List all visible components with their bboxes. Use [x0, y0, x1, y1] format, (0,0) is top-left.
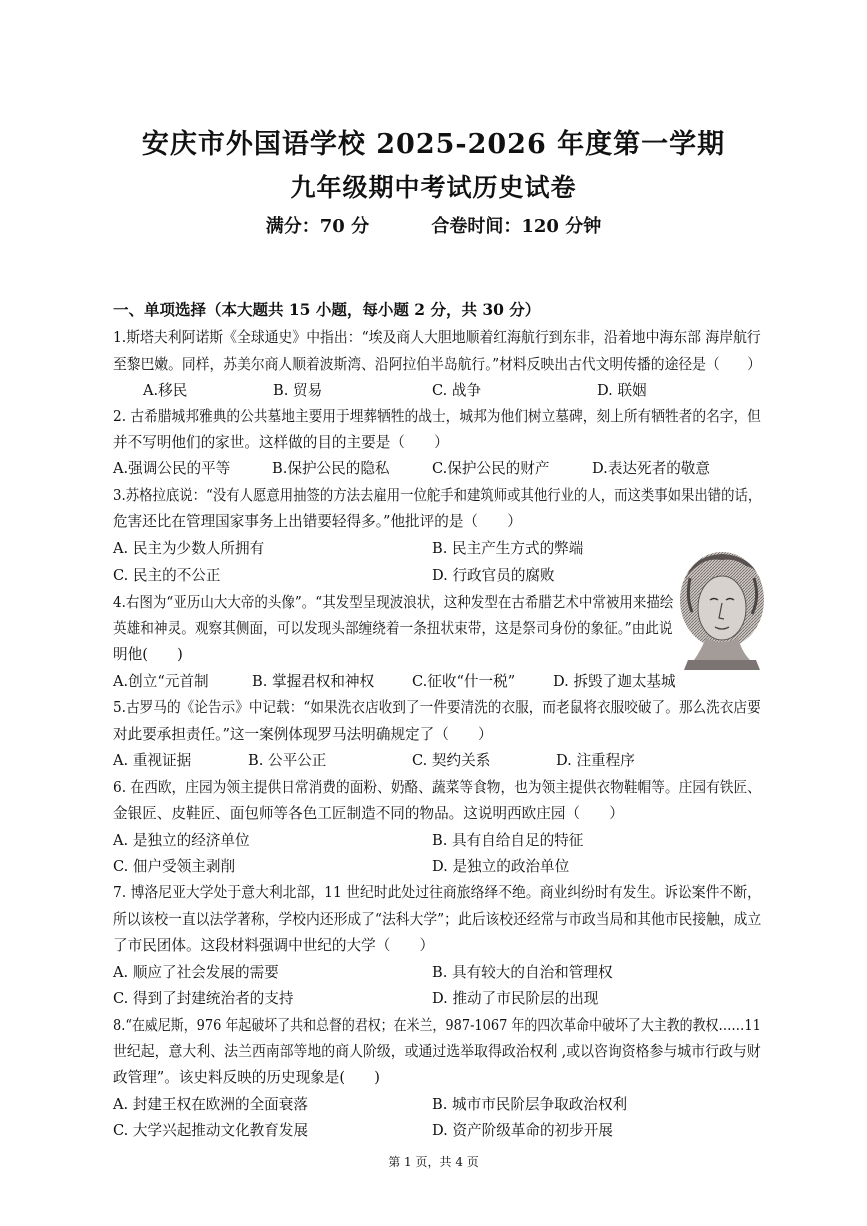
q7-line1: 7. 博洛尼亚大学处于意大利北部，11 世纪时此处过往商旅络绎不绝。商业纠纷时有发生。诉讼案件不断， [113, 884, 761, 901]
q4-option-c: C.征收“什一税” [412, 673, 516, 690]
q3-option-c: C. 民主的不公正 [113, 567, 221, 584]
q2-line1: 2. 古希腊城邦雅典的公共墓地主要用于埋葬牺牲的战士，城邦为他们树立墓碑，刻上所有牺牲者的名字，但 [113, 408, 761, 425]
q8-line1: 8.“在威尼斯，976 年起破坏了共和总督的君权；在米兰，987-1067 年的四次革命中破坏了大主教的教权……11 [113, 1017, 761, 1034]
q6-line2: 金银匠、皮鞋匠、面包师等各色工匠制造不同的物品。这说明西欧庄园（ ） [113, 805, 624, 822]
q7-option-d: D. 推动了市民阶层的出现 [432, 990, 599, 1007]
q8-option-a: A. 封建王权在欧洲的全面衰落 [113, 1096, 308, 1113]
q1-option-b: B. 贸易 [273, 382, 323, 399]
q8-line2: 世纪起，意大利、法兰西南部等地的商人阶级，或通过选举取得政治权利 ,或以咨询资格参与城市行政与财 [113, 1043, 761, 1060]
q2-option-a: A.强调公民的平等 [113, 460, 231, 477]
q7-option-a: A. 顺应了社会发展的需要 [113, 964, 279, 981]
q2-option-b: B.保护公民的隐私 [272, 460, 390, 477]
q4-line1: 4.右图为“亚历山大大帝的头像”。“其发型呈现波浪状，这种发型在古希腊艺术中常被用来描绘 [113, 594, 674, 611]
exam-subtitle: 九年级期中考试历史试卷 [290, 173, 577, 202]
q8-line3: 政管理”。该史料反映的历史现象是( ) [113, 1069, 380, 1086]
exam-meta [0, 212, 867, 238]
q6-option-a: A. 是独立的经济单位 [113, 832, 250, 849]
q3-option-a: A. 民主为少数人所拥有 [113, 540, 265, 557]
q5-option-a: A. 重视证据 [113, 752, 192, 769]
q8-option-b: B. 城市市民阶层争取政治权利 [432, 1096, 628, 1113]
q5-line2: 对此要承担责任。”这一案例体现罗马法明确规定了（ ） [113, 726, 493, 743]
q1-option-a: A.移民 [143, 382, 188, 399]
section-title: 一、单项选择（本大题共 15 小题，每小题 2 分，共 30 分） [113, 300, 541, 319]
q5-line1: 5.古罗马的《论告示》中记载：“如果洗衣店收到了一件要清洗的衣服，而老鼠将衣服咬破了。那么洗衣店要 [113, 699, 761, 716]
full-score: 满分：70 分 [265, 216, 370, 237]
q1-option-c: C. 战争 [432, 382, 482, 399]
q4-option-b: B. 掌握君权和神权 [252, 673, 375, 690]
q2-line2: 并不写明他们的家世。这样做的目的主要是（ ） [113, 434, 449, 451]
q5-option-d: D. 注重程序 [556, 752, 635, 769]
q4-option-d: D. 拆毁了迦太基城 [553, 673, 676, 690]
q7-line3: 了市民团体。这段材料强调中世纪的大学（ ） [113, 937, 435, 954]
q7-option-b: B. 具有较大的自治和管理权 [432, 964, 613, 981]
q8-option-d: D. 资产阶级革命的初步开展 [432, 1122, 613, 1139]
q3-option-d: D. 行政官员的腐败 [432, 567, 555, 584]
q8-option-c: C. 大学兴起推动文化教育发展 [113, 1122, 309, 1139]
q4-line3: 明他( ) [113, 646, 183, 663]
q2-option-c: C.保护公民的财产 [432, 460, 550, 477]
q4-option-a: A.创立“元首制 [113, 673, 209, 690]
q7-option-c: C. 得到了封建统治者的支持 [113, 990, 294, 1007]
q6-line1: 6. 在西欧，庄园为领主提供日常消费的面粉、奶酪、蔬菜等食物，也为领主提供衣物鞋帽等。庄园有铁匠、 [113, 779, 761, 796]
q5-option-b: B. 公平公正 [248, 752, 327, 769]
alexander-bust-portrait [676, 548, 768, 672]
q4-line2: 英雄和神灵。观察其侧面，可以发现头部缠绕着一条扭状束带，这是祭司身份的象征。”由此说 [113, 620, 673, 637]
q6-option-c: C. 佃户受领主剥削 [113, 858, 236, 875]
q5-option-c: C. 契约关系 [412, 752, 491, 769]
q6-option-d: D. 是独立的政治单位 [432, 858, 570, 875]
exam-title: 安庆市外国语学校 2025-2026 年度第一学期 [141, 129, 726, 160]
q6-option-b: B. 具有自给自足的特征 [432, 832, 584, 849]
q3-option-b: B. 民主产生方式的弊端 [432, 540, 584, 557]
q3-line2: 危害还比在管理国家事务上出错要轻得多。”他批评的是（ ） [113, 513, 522, 530]
q1-line2: 至黎巴嫩。同样，苏美尔商人顺着波斯湾、沿阿拉伯半岛航行。”材料反映出古代文明传播的途径是（ ） [113, 356, 762, 373]
q1-line1: 1.斯塔夫利阿诺斯《全球通史》中指出：“埃及商人大胆地顺着红海航行到东非，沿着地中海东部 海岸航行 [113, 329, 761, 346]
q7-line2: 所以该校一直以法学著称，学校内还形成了“法科大学”；此后该校还经常与市政当局和其他市民接触，成立 [113, 911, 762, 928]
exam-duration: 合卷时间：120 分钟 [431, 216, 602, 237]
q3-line1: 3.苏格拉底说：“没有人愿意用抽签的方法去雇用一位舵手和建筑师或其他行业的人，而这类事如果出错的话， [113, 487, 762, 504]
q1-option-d: D. 联姻 [597, 382, 647, 399]
page-footer: 第 1 页，共 4 页 [388, 1155, 479, 1169]
q2-option-d: D.表达死者的敬意 [592, 460, 710, 477]
